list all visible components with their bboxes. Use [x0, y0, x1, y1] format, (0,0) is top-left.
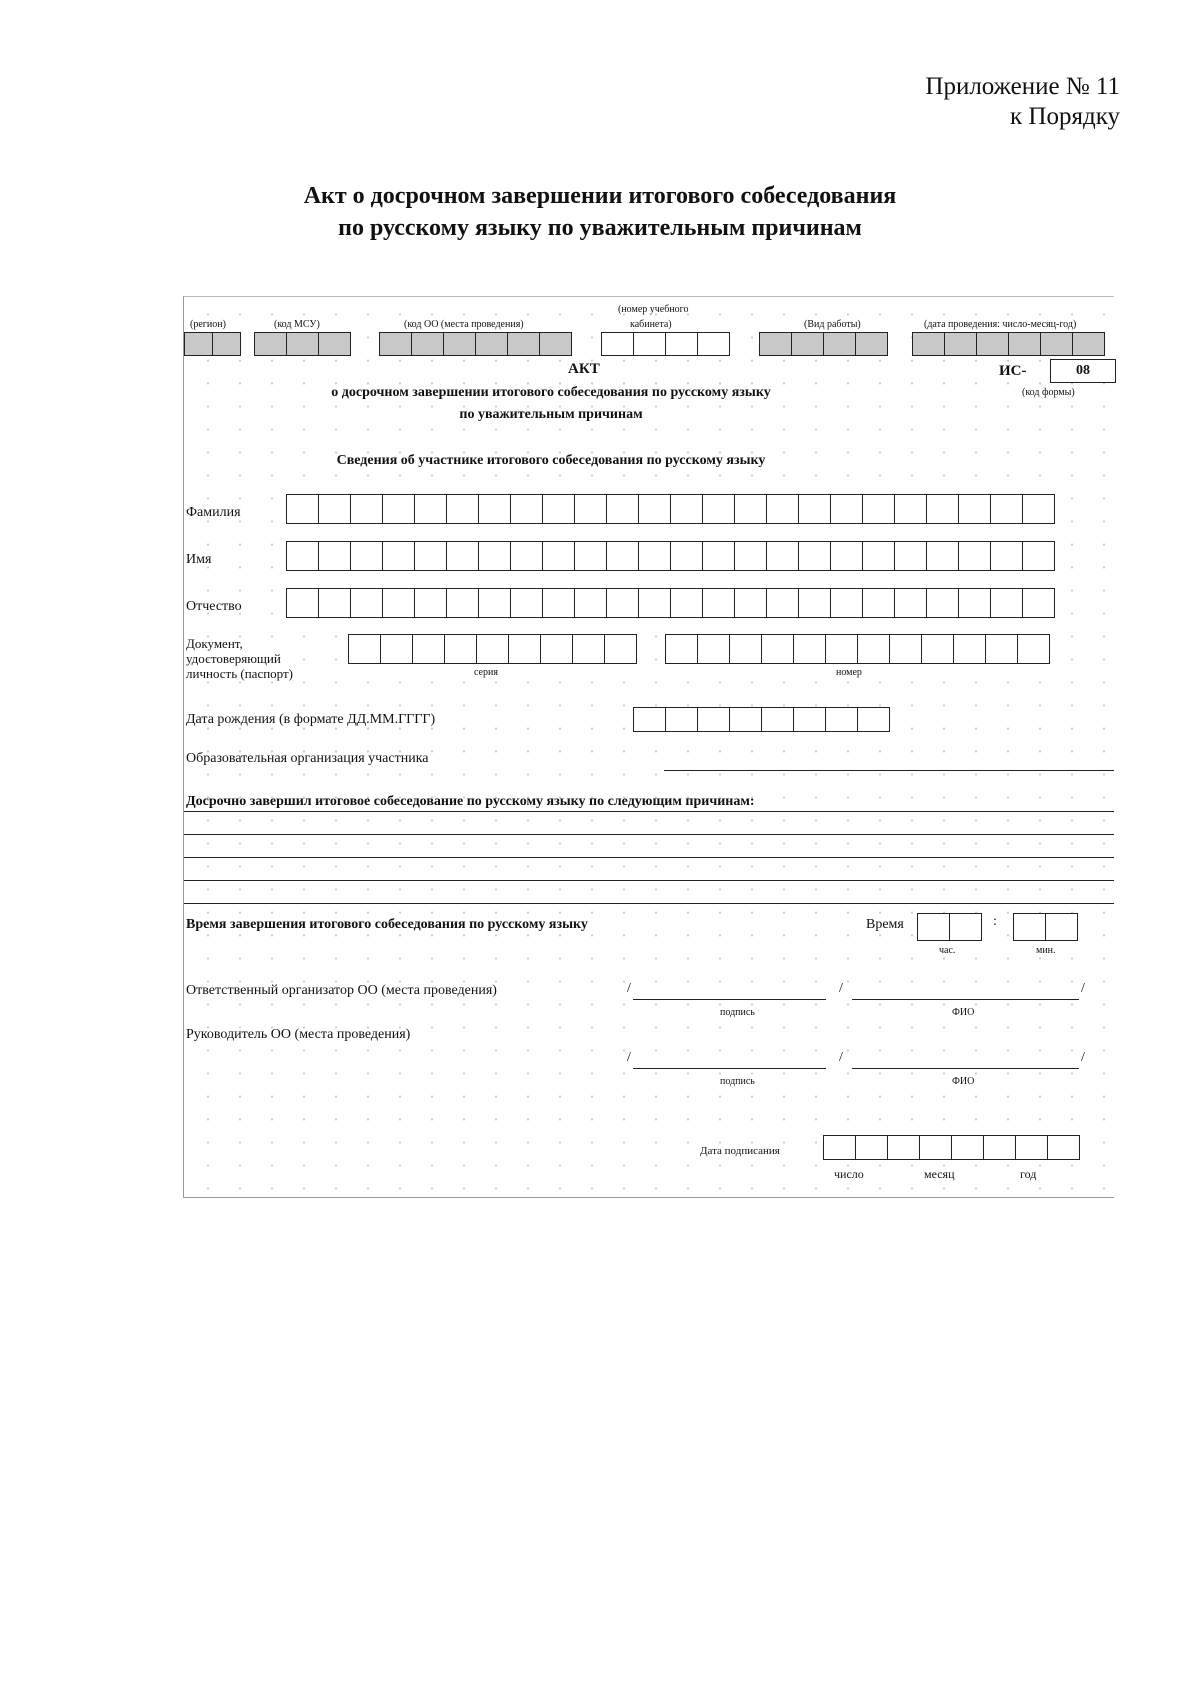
date-cell[interactable]	[912, 332, 945, 356]
sign-date-label: Дата подписания	[700, 1145, 780, 1157]
oo-cell[interactable]	[411, 332, 444, 356]
document-label-line-3: личность (паспорт)	[186, 666, 294, 681]
name-cell[interactable]	[830, 541, 863, 571]
act-subtitle-2: по уважительным причинам	[459, 407, 643, 422]
head-fio-field[interactable]	[852, 1068, 1079, 1069]
passport-number-cell[interactable]	[857, 634, 890, 664]
patronymic-cell[interactable]	[958, 588, 991, 618]
patronymic-cell[interactable]	[286, 588, 319, 618]
passport-number-cell[interactable]	[953, 634, 986, 664]
patronymic-cell[interactable]	[830, 588, 863, 618]
patronymic-cell[interactable]	[990, 588, 1023, 618]
name-cell[interactable]	[542, 541, 575, 571]
form-code-prefix: ИС-	[999, 363, 1027, 379]
surname-cell[interactable]	[446, 494, 479, 524]
patronymic-cell[interactable]	[510, 588, 543, 618]
organization-label: Образовательная организация участника	[186, 751, 429, 766]
patronymic-cell[interactable]	[734, 588, 767, 618]
name-cell[interactable]	[670, 541, 703, 571]
surname-cell[interactable]	[414, 494, 447, 524]
patronymic-cell[interactable]	[574, 588, 607, 618]
name-cells	[286, 541, 1055, 571]
reasons-title: Досрочно завершил итоговое собеседование по русскому языку по следующим причинам:	[186, 794, 755, 809]
passport-number-cell[interactable]	[793, 634, 826, 664]
hours-cell[interactable]	[949, 913, 982, 941]
surname-cell[interactable]	[734, 494, 767, 524]
patronymic-cell[interactable]	[766, 588, 799, 618]
passport-series-cell[interactable]	[604, 634, 637, 664]
msu-cell[interactable]	[286, 332, 319, 356]
date-cell[interactable]	[1040, 332, 1073, 356]
surname-cells	[286, 494, 1055, 524]
head-fio-caption: ФИО	[952, 1076, 975, 1087]
room-caption-2: кабинета)	[630, 319, 672, 330]
room-cells	[601, 332, 730, 356]
name-cell[interactable]	[478, 541, 511, 571]
slash: /	[839, 1050, 843, 1065]
name-cell[interactable]	[638, 541, 671, 571]
surname-cell[interactable]	[862, 494, 895, 524]
name-cell[interactable]	[958, 541, 991, 571]
work-type-cells	[759, 332, 888, 356]
month-caption: месяц	[924, 1167, 955, 1181]
slash: /	[627, 1050, 631, 1065]
patronymic-cell[interactable]	[1022, 588, 1055, 618]
hours-cells	[917, 913, 982, 941]
patronymic-cell[interactable]	[894, 588, 927, 618]
oo-cell[interactable]	[475, 332, 508, 356]
surname-cell[interactable]	[670, 494, 703, 524]
document-title-line-2: по русскому языку по уважительным причинам	[338, 215, 862, 241]
organizer-label: Ответственный организатор ОО (места проведения)	[186, 983, 497, 998]
birthdate-cell[interactable]	[697, 707, 730, 732]
form-code-caption: (код формы)	[1022, 387, 1075, 398]
msu-cell[interactable]	[318, 332, 351, 356]
work-type-cell[interactable]	[791, 332, 824, 356]
surname-cell[interactable]	[542, 494, 575, 524]
name-cell[interactable]	[894, 541, 927, 571]
date-cells	[912, 332, 1105, 356]
passport-series-cell[interactable]	[476, 634, 509, 664]
date-cell[interactable]	[1008, 332, 1041, 356]
day-caption: число	[834, 1167, 864, 1181]
hours-cell[interactable]	[917, 913, 950, 941]
msu-cell[interactable]	[254, 332, 287, 356]
passport-number-cells	[665, 634, 1050, 664]
name-cell[interactable]	[766, 541, 799, 571]
organizer-fio-field[interactable]	[852, 999, 1079, 1000]
appendix-reference: к Порядку	[1010, 103, 1120, 130]
surname-cell[interactable]	[798, 494, 831, 524]
end-time-label: Время завершения итогового собеседования по русскому языку	[186, 917, 588, 932]
surname-cell[interactable]	[766, 494, 799, 524]
sign-date-cell[interactable]	[1015, 1135, 1048, 1160]
patronymic-cell[interactable]	[414, 588, 447, 618]
oo-cell[interactable]	[539, 332, 572, 356]
organizer-fio-caption: ФИО	[952, 1007, 975, 1018]
oo-cell[interactable]	[379, 332, 412, 356]
surname-label: Фамилия	[186, 505, 241, 520]
name-cell[interactable]	[574, 541, 607, 571]
birthdate-cell[interactable]	[729, 707, 762, 732]
name-cell[interactable]	[318, 541, 351, 571]
region-cells	[184, 332, 241, 356]
birthdate-cell[interactable]	[761, 707, 794, 732]
passport-series-cell[interactable]	[540, 634, 573, 664]
work-type-caption: (Вид работы)	[804, 319, 861, 330]
series-caption: серия	[474, 667, 498, 678]
organization-field[interactable]	[664, 770, 1114, 771]
passport-number-cell[interactable]	[921, 634, 954, 664]
birthdate-cell[interactable]	[825, 707, 858, 732]
slash: /	[1081, 1050, 1085, 1065]
minutes-cell[interactable]	[1045, 913, 1078, 941]
work-type-cell[interactable]	[855, 332, 888, 356]
patronymic-cell[interactable]	[798, 588, 831, 618]
time-label: Время	[866, 917, 904, 932]
oo-cells	[379, 332, 572, 356]
passport-number-cell[interactable]	[729, 634, 762, 664]
name-label: Имя	[186, 552, 212, 567]
patronymic-cell[interactable]	[382, 588, 415, 618]
organizer-signature-caption: подпись	[720, 1007, 755, 1018]
date-cell[interactable]	[944, 332, 977, 356]
name-cell[interactable]	[798, 541, 831, 571]
document-label	[186, 636, 293, 681]
room-cell[interactable]	[665, 332, 698, 356]
passport-number-cell[interactable]	[889, 634, 922, 664]
patronymic-cell[interactable]	[606, 588, 639, 618]
sign-date-cell[interactable]	[855, 1135, 888, 1160]
reasons-line[interactable]	[184, 834, 1114, 835]
organizer-signature-field[interactable]	[633, 999, 826, 1000]
msu-caption: (код МСУ)	[274, 319, 320, 330]
surname-cell[interactable]	[830, 494, 863, 524]
msu-cells	[254, 332, 351, 356]
oo-cell[interactable]	[443, 332, 476, 356]
reasons-line[interactable]	[184, 857, 1114, 858]
date-cell[interactable]	[976, 332, 1009, 356]
patronymic-cell[interactable]	[446, 588, 479, 618]
sign-date-cell[interactable]	[823, 1135, 856, 1160]
minutes-cells	[1013, 913, 1078, 941]
patronymic-cell[interactable]	[318, 588, 351, 618]
surname-cell[interactable]	[510, 494, 543, 524]
passport-series-cell[interactable]	[508, 634, 541, 664]
surname-cell[interactable]	[350, 494, 383, 524]
birthdate-cells	[633, 707, 890, 732]
appendix-note	[925, 72, 1120, 132]
patronymic-cell[interactable]	[350, 588, 383, 618]
reasons-line[interactable]	[184, 811, 1114, 812]
name-cell[interactable]	[734, 541, 767, 571]
passport-series-cell[interactable]	[444, 634, 477, 664]
sign-date-cell[interactable]	[919, 1135, 952, 1160]
birthdate-cell[interactable]	[793, 707, 826, 732]
name-cell[interactable]	[702, 541, 735, 571]
surname-cell[interactable]	[1022, 494, 1055, 524]
document-label-line-1: Документ,	[186, 636, 243, 651]
minutes-cell[interactable]	[1013, 913, 1046, 941]
sign-date-cell[interactable]	[983, 1135, 1016, 1160]
name-cell[interactable]	[382, 541, 415, 571]
birthdate-label: Дата рождения (в формате ДД.ММ.ГГГГ)	[186, 712, 436, 727]
passport-number-cell[interactable]	[697, 634, 730, 664]
passport-number-cell[interactable]	[985, 634, 1018, 664]
name-cell[interactable]	[990, 541, 1023, 571]
surname-cell[interactable]	[382, 494, 415, 524]
year-caption: год	[1020, 1167, 1037, 1181]
name-cell[interactable]	[606, 541, 639, 571]
name-cell[interactable]	[446, 541, 479, 571]
participant-section-title: Сведения об участнике итогового собеседования по русскому языку	[336, 453, 766, 468]
passport-series-cell[interactable]	[348, 634, 381, 664]
surname-cell[interactable]	[638, 494, 671, 524]
appendix-number: Приложение № 11	[925, 73, 1120, 100]
head-label: Руководитель ОО (места проведения)	[186, 1027, 411, 1042]
document-label-line-2: удостоверяющий	[186, 651, 281, 666]
surname-cell[interactable]	[702, 494, 735, 524]
name-cell[interactable]	[350, 541, 383, 571]
region-caption: (регион)	[190, 319, 226, 330]
reasons-line[interactable]	[184, 903, 1114, 904]
document-title-line-1: Акт о досрочном завершении итогового собеседования	[303, 183, 897, 209]
surname-cell[interactable]	[926, 494, 959, 524]
patronymic-cell[interactable]	[702, 588, 735, 618]
room-cell[interactable]	[601, 332, 634, 356]
passport-series-cell[interactable]	[572, 634, 605, 664]
slash: /	[1081, 981, 1085, 996]
room-cell[interactable]	[633, 332, 666, 356]
surname-cell[interactable]	[286, 494, 319, 524]
room-caption-1: (номер учебного	[618, 304, 689, 315]
reasons-line[interactable]	[184, 880, 1114, 881]
number-caption: номер	[836, 667, 862, 678]
name-cell[interactable]	[862, 541, 895, 571]
patronymic-cell[interactable]	[926, 588, 959, 618]
passport-series-cell[interactable]	[412, 634, 445, 664]
patronymic-cell[interactable]	[862, 588, 895, 618]
oo-caption: (код ОО (места проведения)	[404, 319, 524, 330]
sign-date-cell[interactable]	[1047, 1135, 1080, 1160]
surname-cell[interactable]	[894, 494, 927, 524]
patronymic-cell[interactable]	[542, 588, 575, 618]
name-cell[interactable]	[1022, 541, 1055, 571]
birthdate-cell[interactable]	[665, 707, 698, 732]
passport-number-cell[interactable]	[825, 634, 858, 664]
passport-series-cells	[348, 634, 637, 664]
oo-cell[interactable]	[507, 332, 540, 356]
surname-cell[interactable]	[990, 494, 1023, 524]
surname-cell[interactable]	[574, 494, 607, 524]
passport-number-cell[interactable]	[761, 634, 794, 664]
sign-date-cell[interactable]	[951, 1135, 984, 1160]
sign-date-cells	[823, 1135, 1080, 1160]
document-title	[0, 180, 1200, 244]
surname-cell[interactable]	[606, 494, 639, 524]
act-word: АКТ	[568, 361, 600, 377]
time-separator: :	[993, 914, 997, 929]
work-type-cell[interactable]	[823, 332, 856, 356]
name-cell[interactable]	[510, 541, 543, 571]
work-type-cell[interactable]	[759, 332, 792, 356]
head-signature-caption: подпись	[720, 1076, 755, 1087]
surname-cell[interactable]	[318, 494, 351, 524]
patronymic-cell[interactable]	[638, 588, 671, 618]
hours-caption: час.	[939, 945, 956, 956]
passport-series-cell[interactable]	[380, 634, 413, 664]
region-cell[interactable]	[184, 332, 213, 356]
slash: /	[627, 981, 631, 996]
sign-date-cell[interactable]	[887, 1135, 920, 1160]
head-signature-field[interactable]	[633, 1068, 826, 1069]
name-cell[interactable]	[414, 541, 447, 571]
act-form	[183, 296, 1114, 1198]
patronymic-label: Отчество	[186, 599, 242, 614]
act-subtitle-1: о досрочном завершении итогового собеседования по русскому языку	[331, 385, 771, 400]
patronymic-cells	[286, 588, 1055, 618]
slash: /	[839, 981, 843, 996]
date-caption: (дата проведения: число-месяц-год)	[924, 319, 1077, 330]
form-code-box: 08	[1050, 359, 1116, 383]
name-cell[interactable]	[286, 541, 319, 571]
surname-cell[interactable]	[958, 494, 991, 524]
patronymic-cell[interactable]	[478, 588, 511, 618]
minutes-caption: мин.	[1036, 945, 1056, 956]
date-cell[interactable]	[1072, 332, 1105, 356]
room-cell[interactable]	[697, 332, 730, 356]
region-cell[interactable]	[212, 332, 241, 356]
birthdate-cell[interactable]	[633, 707, 666, 732]
surname-cell[interactable]	[478, 494, 511, 524]
birthdate-cell[interactable]	[857, 707, 890, 732]
patronymic-cell[interactable]	[670, 588, 703, 618]
passport-number-cell[interactable]	[665, 634, 698, 664]
name-cell[interactable]	[926, 541, 959, 571]
passport-number-cell[interactable]	[1017, 634, 1050, 664]
